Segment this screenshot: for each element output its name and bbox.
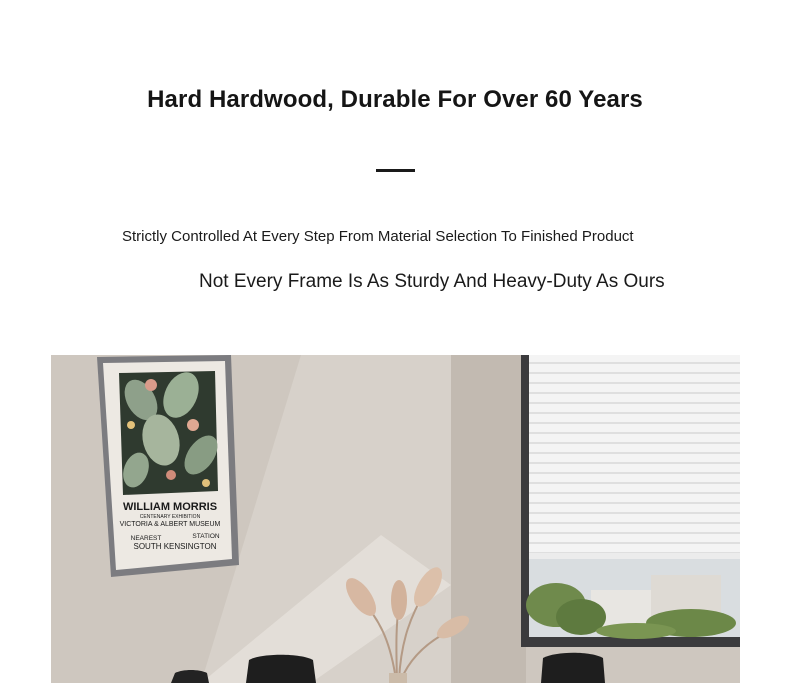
headline-divider: [376, 169, 415, 172]
window-blinds: [529, 355, 740, 559]
poster-line-2: VICTORIA & ALBERT MUSEUM: [119, 521, 221, 528]
room-photo-illustration: [51, 355, 740, 683]
section-headline: Hard Hardwood, Durable For Over 60 Years: [147, 86, 643, 113]
subtitle-material-control: Strictly Controlled At Every Step From Material Selection To Finished Product: [122, 228, 634, 245]
subtitle-sturdy-frame: Not Every Frame Is As Sturdy And Heavy-Duty As Ours: [199, 271, 665, 292]
poster-line-3: NEAREST: [130, 535, 162, 542]
room-photo-with-framed-poster: [51, 355, 740, 683]
poster-line-4: STATION: [192, 533, 220, 540]
framed-poster: [97, 355, 239, 577]
poster-line-5: SOUTH KENSINGTON: [133, 542, 217, 551]
poster-line-1: CENTENARY EXHIBITION: [139, 514, 201, 520]
poster-title: WILLIAM MORRIS: [122, 501, 218, 513]
